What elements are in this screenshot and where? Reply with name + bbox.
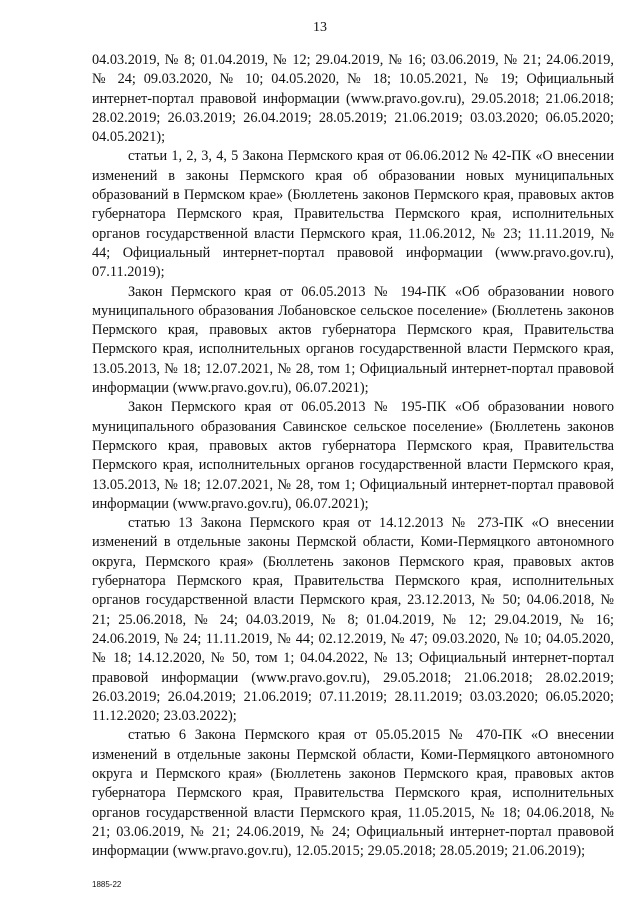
page-number: 13 [313, 20, 327, 35]
paragraph-law-42-pk: статьи 1, 2, 3, 4, 5 Закона Пермского края от 06.06.2012 № 42-ПК «О внесении изменений в законы Пермского края об образовании новых муниципальных образований в Пермском крае» (Бюллетень законов Пермского края, правовых актов губернатора Пермского края, Правительства Пермского края, исполнительных органов государственной власти Пермского края, 11.06.2012, № 23; 11.11.2019, № 44; Официальный интернет-портал правовой информации (www.pravo.gov.ru), 07.11.2019); [92, 148, 614, 281]
document-body [92, 51, 614, 861]
paragraph-continuation: 04.03.2019, № 8; 01.04.2019, № 12; 29.04.2019, № 16; 03.06.2019, № 21; 24.06.2019, № 24; 09.03.2020, № 10; 04.05.2020, № 18; 10.05.2021, № 19; Официальный интернет-портал правовой информации (www.pravo.gov.ru), 29.05.2018; 21.06.2018; 28.02.2019; 26.03.2019; 26.04.2019; 28.05.2019; 21.06.2019; 03.03.2020; 06.05.2020; 04.05.2021); [92, 52, 614, 146]
paragraph-law-194-pk: Закон Пермского края от 06.05.2013 № 194-ПК «Об образовании нового муниципального образования Лобановское сельское поселение» (Бюллетень законов Пермского края, правовых актов губернатора Пермского края, Правительства Пермского края, исполнительных органов государственной власти Пермского края, 13.05.2013, № 18; 12.07.2021, № 28, том 1; Официальный интернет-портал правовой информации (www.pravo.gov.ru), 06.07.2021); [92, 283, 614, 397]
paragraph-law-195-pk: Закон Пермского края от 06.05.2013 № 195-ПК «Об образовании нового муниципального образования Савинское сельское поселение» (Бюллетень законов Пермского края, правовых актов губернатора Пермского края, Правительства Пермского края, исполнительных органов государственной власти Пермского края, 13.05.2013, № 18; 12.07.2021, № 28, том 1; Официальный интернет-портал правовой информации (www.pravo.gov.ru), 06.07.2021); [92, 399, 614, 512]
paragraph-law-470-pk: статью 6 Закона Пермского края от 05.05.2015 № 470-ПК «О внесении изменений в отдельные законы Пермской области, Коми-Пермяцкого автономного округа и Пермского края» (Бюллетень законов Пермского края, правовых актов губернатора Пермского края, Правительства Пермского края, исполнительных органов государственной власти Пермского края, 11.05.2015, № 18; 04.06.2018, № 21; 03.06.2019, № 21; 24.06.2019, № 24; Официальный интернет-портал правовой информации (www.pravo.gov.ru), 12.05.2015; 29.05.2018; 28.05.2019; 21.06.2019); [92, 727, 614, 860]
paragraph-law-273-pk: статью 13 Закона Пермского края от 14.12.2013 № 273-ПК «О внесении изменений в отдельные законы Пермской области, Коми-Пермяцкого автономного округа, Пермского края» (Бюллетень законов Пермского края, правовых актов губернатора Пермского края, Правительства Пермского края, исполнительных органов государственной власти Пермского края, 23.12.2013, № 50; 04.06.2018, № 21; 25.06.2018, № 24; 04.03.2019, № 8; 01.04.2019, № 12; 29.04.2019, № 16; 24.06.2019, № 24; 11.11.2019, № 44; 02.12.2019, № 47; 09.03.2020, № 10; 04.05.2020, № 18; 14.12.2020, № 50, том 1; 04.04.2022, № 13; Официальный интернет-портал правовой информации (www.pravo.gov.ru), 29.05.2018; 21.06.2018; 28.02.2019; 26.03.2019; 26.04.2019; 21.06.2019; 07.11.2019; 28.11.2019; 03.03.2020; 06.05.2020; 11.12.2020; 23.03.2022); [92, 515, 614, 725]
footer-document-code: 1885-22 [92, 880, 122, 889]
